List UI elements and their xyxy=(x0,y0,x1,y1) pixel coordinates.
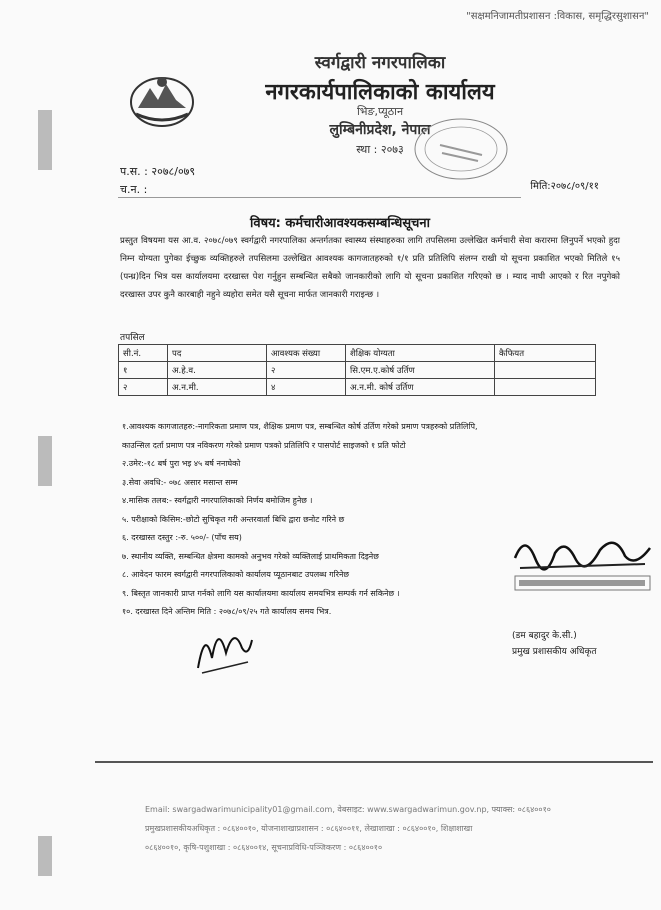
tapsil-label: तपसिल xyxy=(120,333,145,343)
requirement-item: ६. दरखास्त दस्तुर :-रु. ५००/- (पाँच सय) xyxy=(122,533,242,542)
signatory-block xyxy=(512,628,597,660)
footer-line: Email: swargadwarimunicipality01@gmail.com, वेबसाइट: www.swargadwarimun.gov.np, फ्याक्स: ०८६४००१० xyxy=(145,805,551,814)
office-name: नगरकार्यपालिकाको कार्यालय xyxy=(265,80,495,105)
table-cell: सि.एम.ए.कोर्ष उर्तिण xyxy=(346,362,495,379)
table-cell: २ xyxy=(119,379,168,396)
table-cell: १ xyxy=(119,362,168,379)
header-divider xyxy=(118,197,521,198)
table-cell: अ.हे.व. xyxy=(168,362,267,379)
table-cell xyxy=(495,362,596,379)
requirement-item: काउन्सिल दर्ता प्रमाण पत्र नविकरण गरेको प्रमाण पत्रको प्रतिलिपि र पासपोर्ट साइजको १ प्रति फोटो xyxy=(122,440,406,450)
table-cell: २ xyxy=(267,362,346,379)
office-place: भिङ,प्यूठान xyxy=(356,105,404,118)
office-stamp-icon xyxy=(412,115,510,183)
requirements-list xyxy=(122,418,502,622)
patra-sankhya: प.स. : २०७८/०७९ xyxy=(120,165,196,178)
requirement-item: ८. आवेदन फारम स्वर्गद्वारी नगरपालिकाको कार्यालय प्यूठानबाट उपलब्ध गरिनेछ xyxy=(122,570,350,579)
officer-signature-icon xyxy=(505,528,655,598)
chalani-number: च.न. : xyxy=(120,183,148,196)
requirement-item: २.उमेर:-१८ बर्ष पुरा भइ ४५ बर्ष ननाघेको xyxy=(122,459,241,468)
footer-divider xyxy=(95,761,653,763)
footer-contacts xyxy=(145,800,610,857)
office-province: लुम्बिनीप्रदेश, नेपाल xyxy=(329,122,431,138)
table-cell xyxy=(495,379,596,396)
requirement-item: १०. दरखास्त दिने अन्तिम मिति : २०७८/०९/२५ गते कार्यालय समय भित्र. xyxy=(122,607,332,616)
table-row xyxy=(119,362,596,379)
footer-line: ०८६४००१०, कृषि-पशुशाखा : ०८६४००१४, सूचनाप्रविधि-पञ्जिकरण : ०८६४००१० xyxy=(145,843,383,852)
requirement-item: ९. बिस्तृत जानकारी प्राप्त गर्नको लागि यस कार्यालयमा कार्यालय समयभित्र सम्पर्क गर्न सकिनेछ । xyxy=(122,588,400,598)
header-motto: "सक्षमनिजामतीप्रशासन :विकास, समृद्धिरसुशासन" xyxy=(466,11,649,22)
requirement-item: ७. स्थानीय व्यक्ति, सम्बन्धित क्षेत्रमा कामको अनुभव गरेको व्यक्तिलाई प्राथमिकता दिइनेछ xyxy=(122,551,379,561)
col-serial: सी.नं. xyxy=(119,345,168,362)
col-qualification: शैक्षिक योग्यता xyxy=(346,345,495,362)
notice-date: मिति:२०७८/०९/११ xyxy=(530,181,599,192)
signatory-title: प्रमुख प्रशासकीय अधिकृत xyxy=(512,647,597,657)
col-post: पद xyxy=(168,345,267,362)
col-remarks: कैफियत xyxy=(495,345,596,362)
notice-subject: विषय: कर्मचारीआवश्यकसम्बन्धिसूचना xyxy=(249,216,431,231)
municipality-name: स्वर्गद्वारी नगरपालिका xyxy=(314,53,446,73)
col-count: आवश्यक संख्या xyxy=(267,345,346,362)
requirement-item: ५. परीक्षाको किसिम:-छोटो सुचिकृत गरी अन्तरवार्ता बिधि द्वारा छनोट गरिने छ xyxy=(122,514,345,524)
table-header-row xyxy=(119,345,596,362)
scan-mark xyxy=(38,110,52,170)
table-cell: ४ xyxy=(267,379,346,396)
footer-line: प्रमुखप्रशासकीयअधिकृत : ०८६४००१०, योजनाशाखाप्रशासन : ०८६४००११, लेखाशाखा : ०८६४००१०, शिक्षाशाखा xyxy=(145,824,473,833)
table-cell: अ.न.मी. xyxy=(168,379,267,396)
requirement-item: १.आवश्यक कागजातहरु:-नागरिकता प्रमाण पत्र, शैक्षिक प्रमाण पत्र, सम्बन्धित कोर्ष उर्तिण गरेको प्रमाण पत्रहरुको प्रतिलिपि, xyxy=(122,422,478,431)
notice-body: प्रस्तुत विषयमा यस आ.व. २०७८/०७९ स्वर्गद्वारी नगरपालिका अन्तर्गतका स्वास्थ्य संस्थाहरुका लागि तपसिलमा उल्लेखित कर्मचारी सेवा करारमा लिनुपर्ने भएको हुदा निम्न योग्यता पुगेका ईच्छुक व्यक्तिहरुले तपसिलमा उल्लेखित आवश्यक कागजातहरुको १/१ प्रति प्रतिलिपि संलग्न राखी यो सूचना प्रकाशित भएको मितिले १५ (पन्ध्र)दिन भित्र यस कार्यालयमा दरखास्त पेश गर्नुहुन सम्बन्धित सबैको जानकारीको लागि यो सूचना प्रकाशित गरिएको छ । म्याद नाघी आएको र रित नपुगेको दरखास्त उपर कुनै कारबाही नहुने व्यहोरा समेत यसै सूचना मार्फत जानकारी गराइन्छ । xyxy=(120,236,620,300)
scan-mark xyxy=(38,436,52,486)
requirement-item: ३.सेवा अवधि:- ०७८ असार मसान्त सम्म xyxy=(122,477,238,487)
signatory-name: (डम बहादुर के.सी.) xyxy=(512,631,577,641)
table-row xyxy=(119,379,596,396)
vacancy-table xyxy=(118,344,596,396)
established-year: स्था : २०७३ xyxy=(356,143,404,156)
requirement-item: ४.मासिक तलब:- स्वर्गद्वारी नगरपालिकाको निर्णय बमोजिम हुनेछ । xyxy=(122,496,313,505)
table-cell: अ.न.मी. कोर्ष उर्तिण xyxy=(346,379,495,396)
scan-mark xyxy=(38,836,52,876)
initial-signature-icon xyxy=(190,618,256,678)
